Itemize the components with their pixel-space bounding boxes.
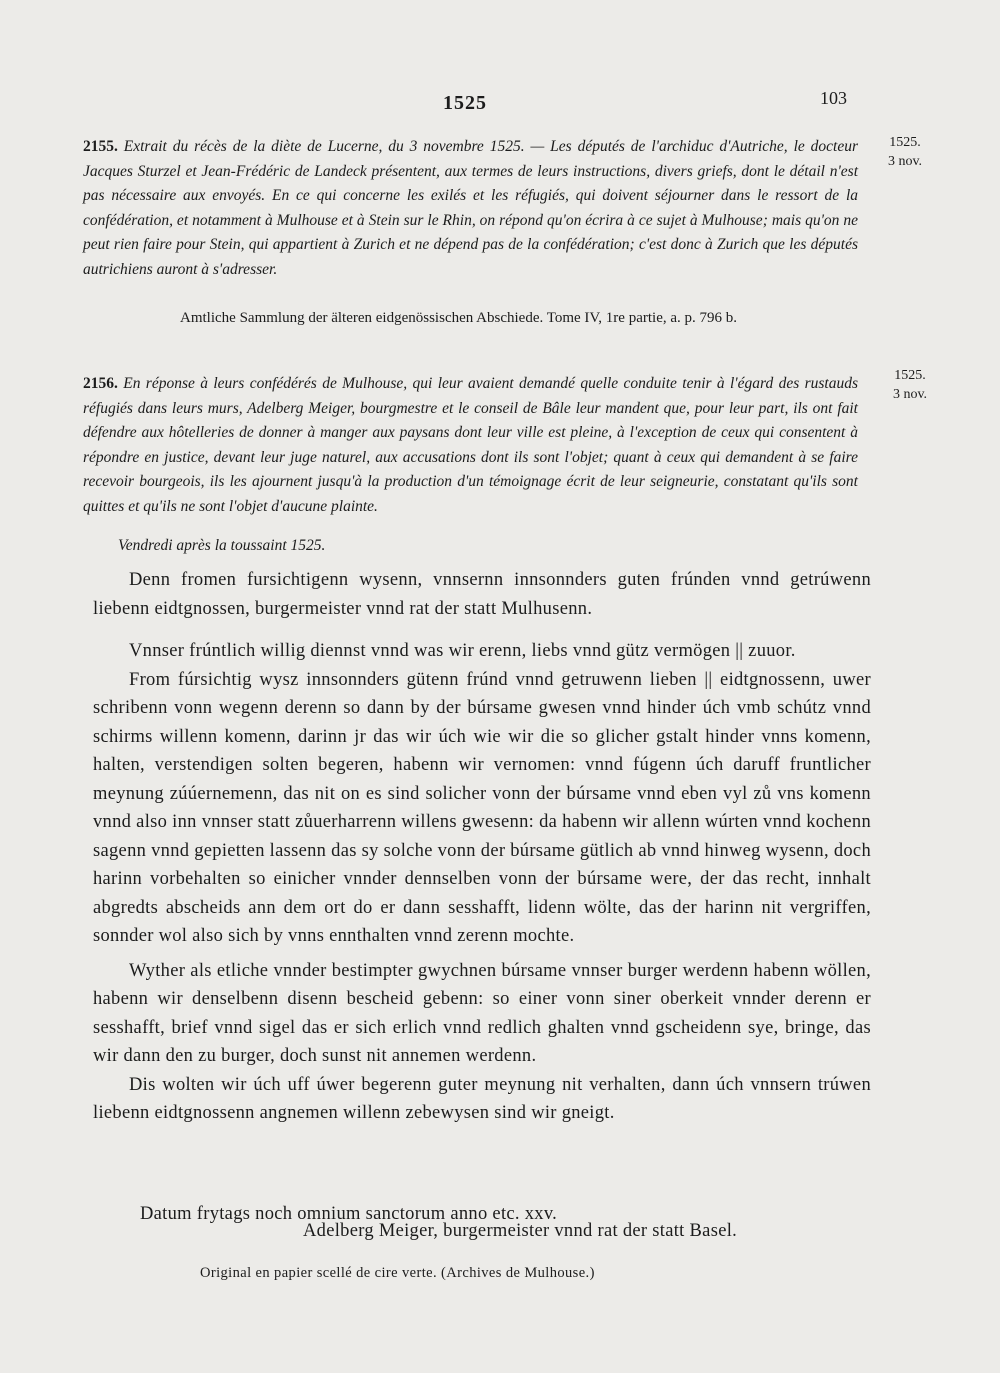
margin-year: 1525. (889, 135, 921, 150)
entry-text: En réponse à leurs confédérés de Mulhouse, qui leur avaient demandé quelle conduite tenir à l'égard des rustauds réfugiés dans leurs murs, Adelberg Meiger, bourgmestre et le conseil de Bâle leur mandent que, pour leur part, ils ont fait défendre aux hôtelleries de donner à manger aux paysans dont leur ville est pleine, à l'exception de ceux qui consentent à répondre en justice, devant leur juge naturel, aux accusations dont ils sont l'objet; quant à ceux qui demandent à se faire recevoir bourgeois, ils les ajournent jusqu'à la production d'un témoignage écrit de leur seigneurie, constatant qu'ils sont quittes et qu'ils ne sont l'objet d'aucune plainte. (83, 375, 858, 515)
margin-year: 1525. (894, 368, 926, 383)
running-year: 1525 (443, 92, 487, 114)
dateline: Vendredi après la toussaint 1525. (118, 537, 326, 554)
letter-body (93, 566, 871, 1128)
entry-number: 2156. (83, 375, 118, 392)
margin-day: 3 nov. (887, 154, 923, 169)
archival-note: Original en papier scellé de cire verte. (Archives de Mulhouse.) (200, 1265, 595, 1281)
letter-signature: Adelberg Meiger, burgermeister vnnd rat der statt Basel. (303, 1221, 738, 1241)
letter-address: Denn fromen fursichtigenn wysenn, vnnsernn innsonnders guten frúnden vnnd getrúwenn liebenn eidtgnossen, burgermeister vnnd rat der statt Mulhusenn. (93, 570, 871, 619)
entry-number: 2155. (83, 138, 118, 155)
letter-datum: Datum frytags noch omnium sanctorum anno etc. xxv. (140, 1204, 558, 1224)
page-number: 103 (820, 88, 847, 108)
margin-date-2156 (875, 366, 945, 404)
letter-paragraph: Dis wolten wir úch uff úwer begerenn guter meynung nit verhalten, dann úch vnnsern trúwen liebenn eidtgnossenn angnemen willenn zebewysen sind wir gneigt. (93, 1074, 871, 1123)
margin-date-2155 (870, 133, 940, 171)
margin-day: 3 nov. (892, 387, 928, 402)
letter-paragraph: From fúrsichtig wysz innsonnders gütenn frúnd vnnd getruwenn lieben || eidtgnossenn, uwer schribenn vonn wegenn derenn so dann by der búrsame gwesen vnnd hinder úch vmb schútz vnnd schirms willenn komenn, darinn jr das wir úch wie wir die so glicher gstalt hinder vnns komenn, halten, verstendigen solten begeren, habenn wir vernomen: vnnd fúgenn úch daruff fruntlicher meynung zúúernemenn, das nit on es sind solicher vonn der búrsame vnnd eben vyl zů vns komenn vnnd also inn vnnser statt zůuerharrenn willens gwesenn: da habenn wir allenn wúrten vnnd kochenn sagenn vnnd gepietten lassenn das sy solche vonn der búrsame gütlich ab vnnd hinweg wysenn, doch harinn vorbehalten so einicher vnnder dennselben vonn der búrsame were, der das recht, innhalt abgredts abscheids ann dem ort do er dann sesshafft, lidenn wölte, das der harinn nit vergriffen, sonnder wol also sich by vnns ennthalten vnnd zerenn mochte. (93, 669, 871, 946)
entry-2156 (83, 372, 858, 519)
letter-greeting: Vnnser frúntlich willig diennst vnnd was wir erenn, liebs vnnd gütz vermögen || zuuor. (129, 641, 796, 661)
source-citation: Amtliche Sammlung der älteren eidgenössischen Abschiede. Tome IV, 1re partie, a. p. 796 b. (180, 310, 738, 326)
letter-paragraph: Wyther als etliche vnnder bestimpter gwychnen búrsame vnnser burger werdenn habenn wöllen, habenn wir denselbenn disenn bescheid gebenn: so einer vonn siner oberkeit vnnder derenn er sesshafft, brief vnnd sigel das er sich erlich vnnd redlich ghalten vnnd gscheidenn sye, bringe, das wir dann den zu burger, doch sunst nit annemen werdenn. (93, 960, 871, 1066)
entry-text: Extrait du récès de la diète de Lucerne, du 3 novembre 1525. — Les députés de l'archiduc d'Autriche, le docteur Jacques Sturzel et Jean-Frédéric de Landeck présentent, aux termes de leurs instructions, divers griefs, dont le détail n'est pas nécessaire aux envoyés. En ce qui concerne les exilés et les réfugiés, qui doivent séjourner dans le ressort de la confédération, et notamment à Mulhouse et à Stein sur le Rhin, on répond qu'on écrira à ce sujet à Mulhouse; mais qu'on ne peut rien faire pour Stein, qui appartient à Zurich et ne dépend pas de la confédération; c'est donc à Zurich que les députés autrichiens auront à s'adresser. (83, 138, 858, 278)
entry-2155 (83, 135, 858, 282)
